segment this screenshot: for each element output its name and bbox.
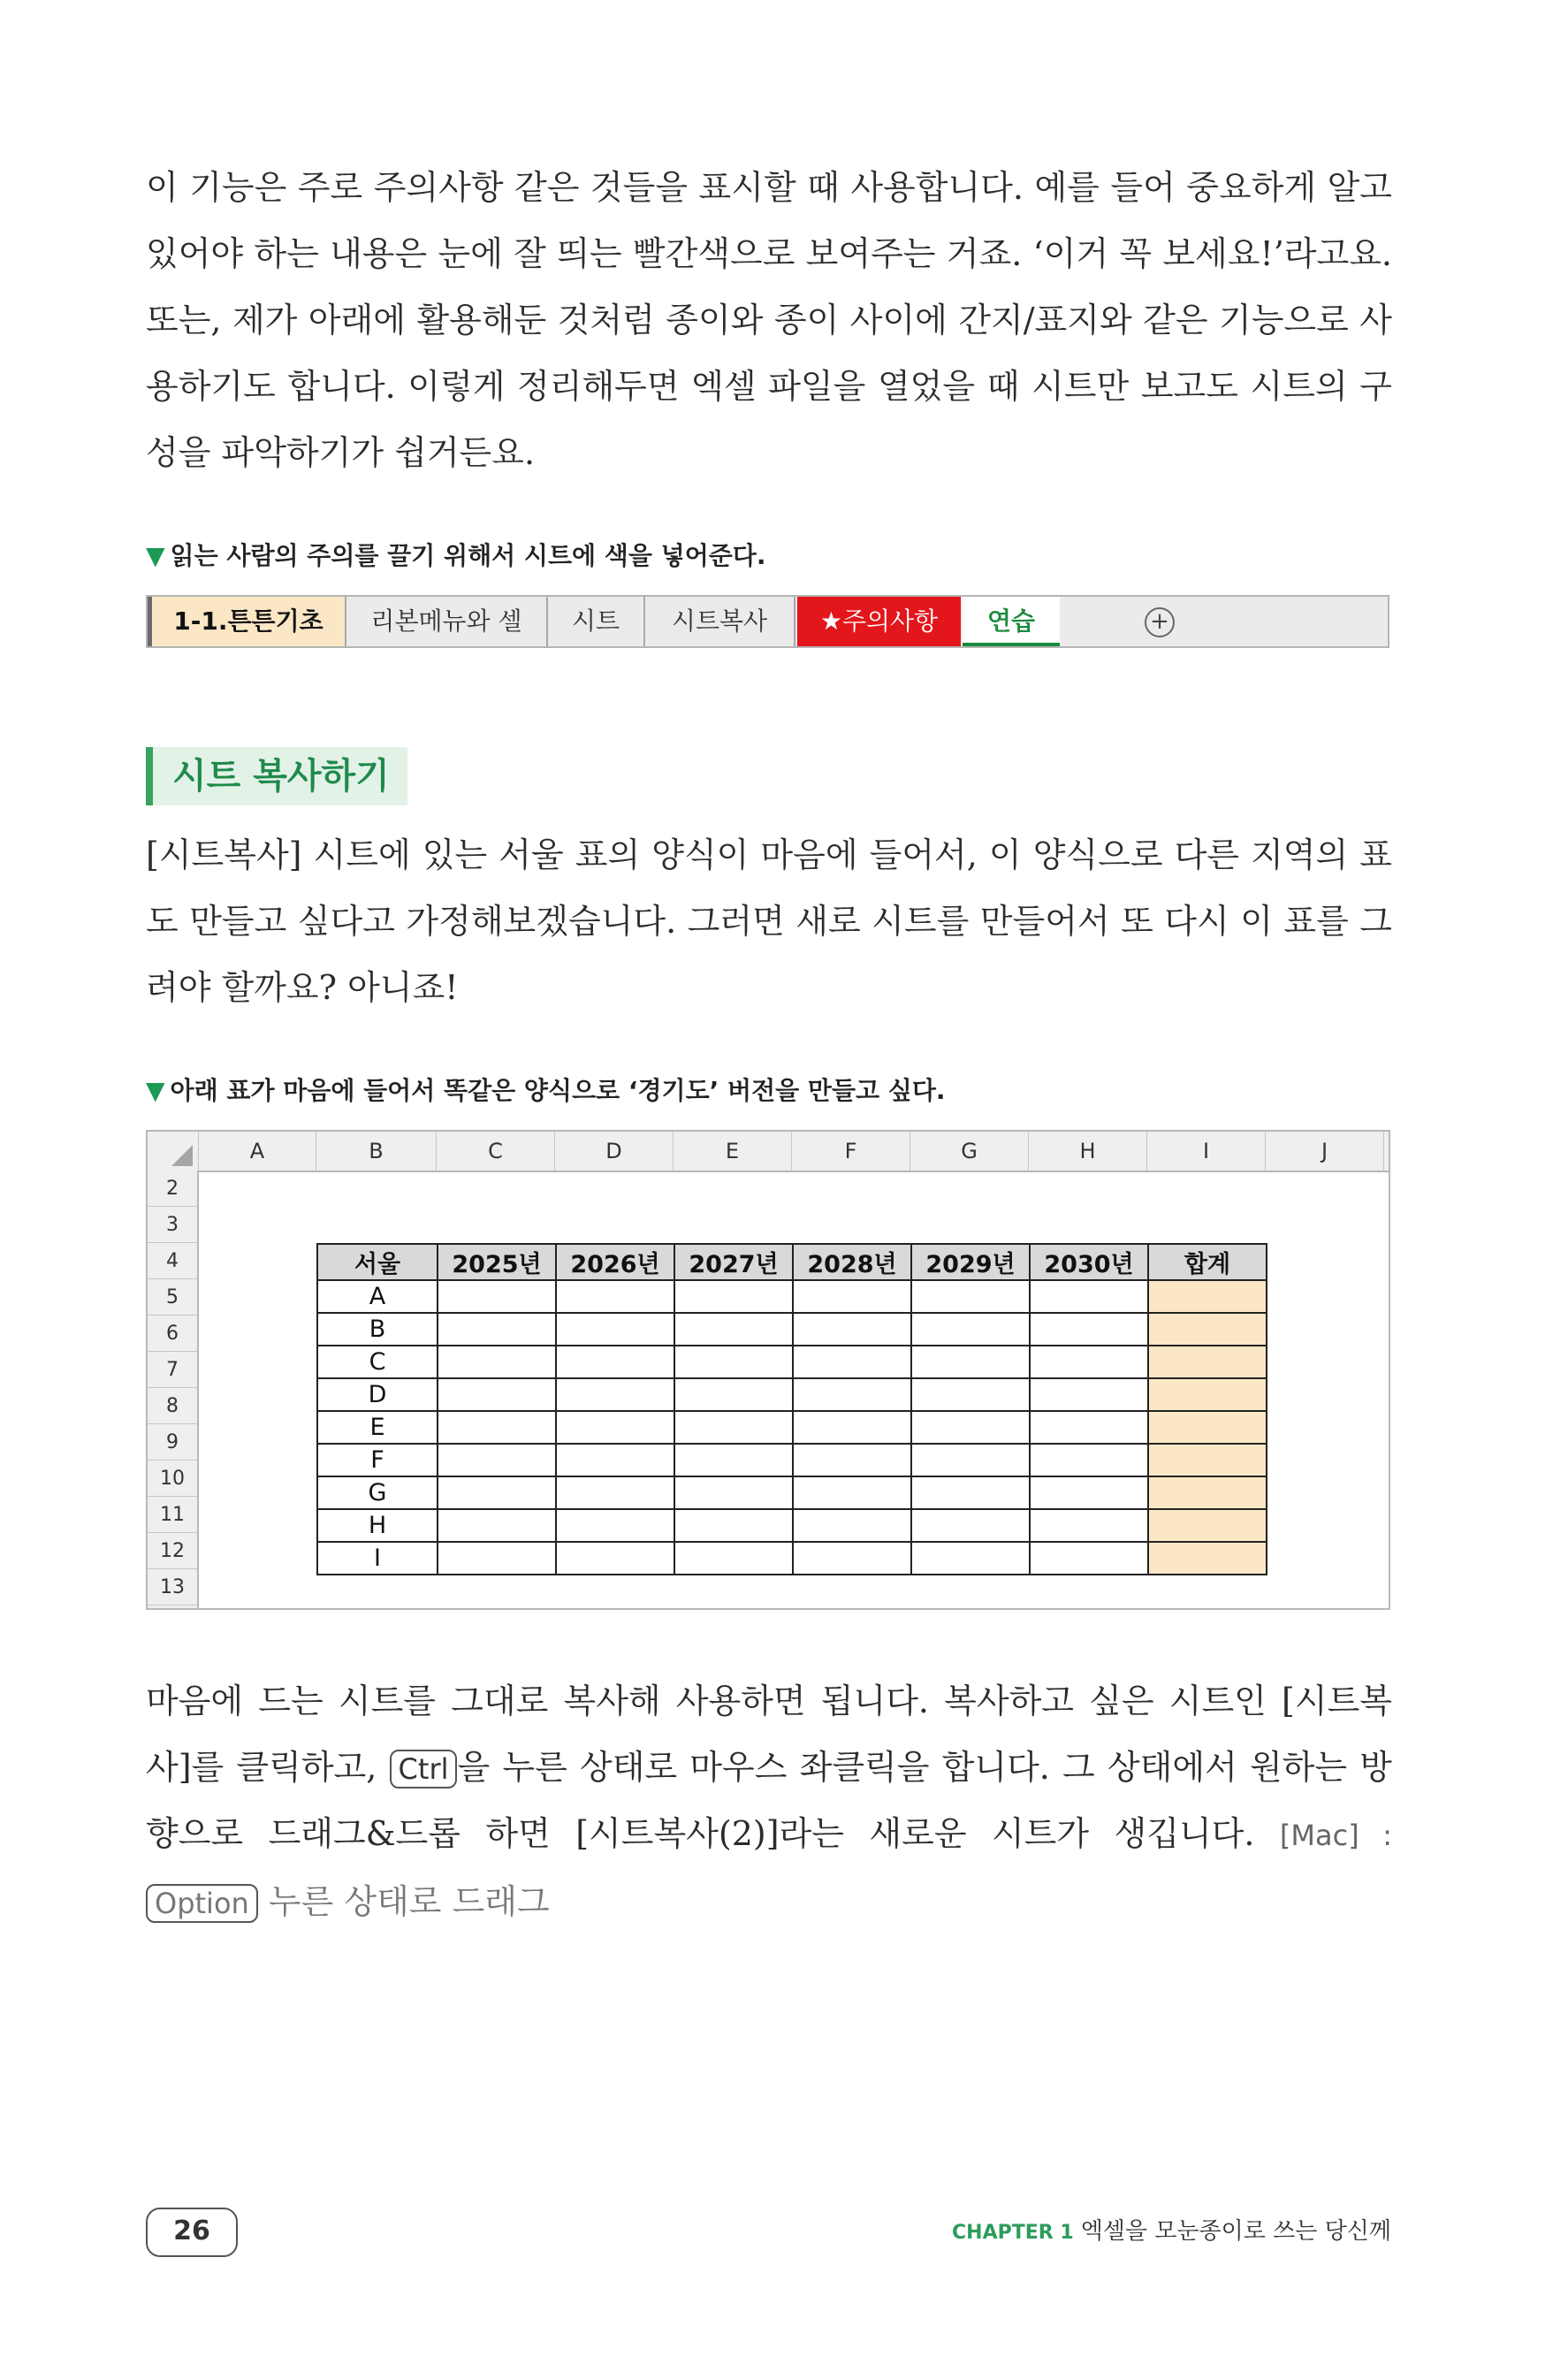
data-cell[interactable]	[556, 1313, 674, 1346]
data-cell[interactable]	[556, 1542, 674, 1575]
sum-cell[interactable]	[1148, 1509, 1267, 1542]
figure-caption-table	[146, 1072, 946, 1107]
copy-instructions-paragraph	[146, 1668, 1392, 1935]
data-cell[interactable]	[556, 1378, 674, 1411]
table-row	[317, 1378, 1267, 1411]
page-number: 26	[146, 2208, 238, 2257]
header-cell[interactable]: 2030년	[1030, 1244, 1148, 1280]
data-cell[interactable]	[556, 1346, 674, 1378]
sheet-tab-bar	[146, 595, 1389, 648]
data-cell[interactable]	[911, 1444, 1030, 1476]
data-cell[interactable]	[793, 1542, 911, 1575]
tab-basics[interactable]: 1-1.튼튼기초	[148, 597, 346, 646]
triangle-bullet-icon: ▼	[146, 541, 165, 570]
data-cell[interactable]	[911, 1509, 1030, 1542]
data-cell[interactable]	[438, 1378, 556, 1411]
tab-caution[interactable]: ★주의사항	[797, 597, 961, 646]
data-cell[interactable]	[674, 1378, 793, 1411]
seoul-table	[316, 1243, 1267, 1575]
row-header[interactable]: 3	[148, 1207, 197, 1243]
row-label-cell[interactable]: A	[317, 1280, 438, 1313]
data-cell[interactable]	[793, 1313, 911, 1346]
running-header	[952, 2213, 1391, 2246]
row-header[interactable]: 4	[148, 1243, 197, 1279]
table-header-row	[317, 1244, 1267, 1280]
table-row	[317, 1280, 1267, 1313]
sum-cell[interactable]	[1148, 1346, 1267, 1378]
option-key: Option	[146, 1884, 258, 1923]
column-header[interactable]: H	[1029, 1132, 1147, 1171]
row-header[interactable]: 2	[148, 1171, 197, 1207]
data-cell[interactable]	[793, 1378, 911, 1411]
table-row	[317, 1542, 1267, 1575]
data-cell[interactable]	[674, 1313, 793, 1346]
table-row	[317, 1509, 1267, 1542]
tab-ribbon-menu[interactable]: 리본메뉴와 셀	[346, 597, 548, 646]
data-cell[interactable]	[1030, 1411, 1148, 1444]
sum-cell[interactable]	[1148, 1542, 1267, 1575]
data-cell[interactable]	[556, 1509, 674, 1542]
data-cell[interactable]	[911, 1378, 1030, 1411]
triangle-bullet-icon: ▼	[146, 1076, 165, 1105]
table-row	[317, 1476, 1267, 1509]
mac-label: [Mac] :	[1279, 1819, 1392, 1852]
header-cell[interactable]: 2026년	[556, 1244, 674, 1280]
header-cell[interactable]: 2025년	[438, 1244, 556, 1280]
column-header[interactable]: I	[1147, 1132, 1266, 1171]
data-cell[interactable]	[911, 1313, 1030, 1346]
caption-text: 읽는 사람의 주의를 끌기 위해서 시트에 색을 넣어준다.	[170, 541, 766, 570]
data-cell[interactable]	[438, 1346, 556, 1378]
sum-cell[interactable]	[1148, 1280, 1267, 1313]
data-cell[interactable]	[911, 1411, 1030, 1444]
data-cell[interactable]	[556, 1280, 674, 1313]
chapter-label: CHAPTER 1	[952, 2222, 1074, 2244]
intro-paragraph: 이 기능은 주로 주의사항 같은 것들을 표시할 때 사용합니다. 예를 들어 중요하게 알고 있어야 하는 내용은 눈에 잘 띄는 빨간색으로 보여주는 거죠. ‘이거 꼭 보세요!’라고요. 또는, 제가 아래에 활용해둔 것처럼 종이와 종이 사이에 간지/표지와 같은 기능으로 사용하기도 합니다. 이렇게 정리해두면 엑셀 파일을 열었을 때 시트만 보고도 시트의 구성을 파악하기가 쉽거든요.	[146, 168, 1392, 472]
sum-cell[interactable]	[1148, 1444, 1267, 1476]
column-header[interactable]: E	[674, 1132, 792, 1171]
data-cell[interactable]	[438, 1411, 556, 1444]
data-cell[interactable]	[1030, 1444, 1148, 1476]
select-all-corner[interactable]	[148, 1132, 199, 1171]
header-cell[interactable]: 합계	[1148, 1244, 1267, 1280]
data-cell[interactable]	[674, 1444, 793, 1476]
row-label-cell[interactable]: I	[317, 1542, 438, 1575]
data-cell[interactable]	[674, 1509, 793, 1542]
data-cell[interactable]	[556, 1476, 674, 1509]
table-row	[317, 1346, 1267, 1378]
data-cell[interactable]	[674, 1280, 793, 1313]
row-header[interactable]: 9	[148, 1424, 197, 1461]
table-row	[317, 1313, 1267, 1346]
row-label-cell[interactable]: E	[317, 1411, 438, 1444]
sheet-copy-paragraph: [시트복사] 시트에 있는 서울 표의 양식이 마음에 들어서, 이 양식으로 다른 지역의 표도 만들고 싶다고 가정해보겠습니다. 그러면 새로 시트를 만들어서 또 다시 이 표를 그려야 할까요? 아니죠!	[146, 835, 1392, 1007]
column-header-bar	[148, 1132, 1389, 1172]
plus-circle-icon: +	[1145, 607, 1175, 637]
chapter-title: 엑셀을 모눈종이로 쓰는 당신께	[1080, 2218, 1391, 2245]
row-header[interactable]: 10	[148, 1461, 197, 1497]
header-cell[interactable]: 2027년	[674, 1244, 793, 1280]
data-cell[interactable]	[438, 1509, 556, 1542]
data-cell[interactable]	[674, 1411, 793, 1444]
row-header[interactable]: 8	[148, 1388, 197, 1424]
column-header[interactable]: J	[1266, 1132, 1384, 1171]
data-cell[interactable]	[793, 1346, 911, 1378]
row-header[interactable]: 11	[148, 1497, 197, 1533]
row-label-cell[interactable]: F	[317, 1444, 438, 1476]
caption-text: 아래 표가 마음에 들어서 똑같은 양식으로 ‘경기도’ 버전을 만들고 싶다.	[170, 1076, 946, 1105]
column-header[interactable]: C	[437, 1132, 555, 1171]
row-header[interactable]: 6	[148, 1316, 197, 1352]
column-header[interactable]: G	[910, 1132, 1029, 1171]
column-header[interactable]: F	[792, 1132, 910, 1171]
row-header[interactable]: 5	[148, 1279, 197, 1316]
instruction-text: 을 누른 상태로 마우스 좌클릭을 합니다. 그 상태에서 원하는 방향으로 드래그&드롭 하면 [시트복사(2)]라는 새로운 시트가 생깁니다.	[146, 1748, 1393, 1853]
data-cell[interactable]	[674, 1542, 793, 1575]
data-cell[interactable]	[793, 1476, 911, 1509]
data-cell[interactable]	[556, 1444, 674, 1476]
column-header[interactable]: D	[555, 1132, 674, 1171]
instruction-text: 마음에 드는 시트를 그대로 복사해 사용하면 됩니다. 복사하고 싶은 시트인 [시트복사]를 클릭하고,	[146, 1682, 1392, 1787]
data-cell[interactable]	[438, 1280, 556, 1313]
data-cell[interactable]	[1030, 1346, 1148, 1378]
row-label-cell[interactable]: C	[317, 1346, 438, 1378]
add-sheet-button[interactable]	[1111, 597, 1208, 646]
column-header[interactable]: B	[316, 1132, 437, 1171]
sum-cell[interactable]	[1148, 1411, 1267, 1444]
data-cell[interactable]	[911, 1346, 1030, 1378]
sum-cell[interactable]	[1148, 1378, 1267, 1411]
data-cell[interactable]	[1030, 1476, 1148, 1509]
data-cell[interactable]	[438, 1542, 556, 1575]
data-cell[interactable]	[674, 1476, 793, 1509]
data-cell[interactable]	[438, 1476, 556, 1509]
tab-sheet[interactable]: 시트	[548, 597, 645, 646]
tab-sheet-copy[interactable]: 시트복사	[645, 597, 795, 646]
data-cell[interactable]	[438, 1444, 556, 1476]
row-label-cell[interactable]: H	[317, 1509, 438, 1542]
data-cell[interactable]	[793, 1509, 911, 1542]
sum-cell[interactable]	[1148, 1476, 1267, 1509]
data-cell[interactable]	[1030, 1313, 1148, 1346]
table-row	[317, 1444, 1267, 1476]
data-cell[interactable]	[793, 1280, 911, 1313]
row-header-bar	[148, 1171, 199, 1610]
table-row	[317, 1411, 1267, 1444]
tab-practice[interactable]: 연습	[963, 597, 1060, 646]
data-cell[interactable]	[438, 1313, 556, 1346]
row-label-cell[interactable]: B	[317, 1313, 438, 1346]
data-cell[interactable]	[1030, 1280, 1148, 1313]
sum-cell[interactable]	[1148, 1313, 1267, 1346]
row-label-cell[interactable]: D	[317, 1378, 438, 1411]
row-header[interactable]: 13	[148, 1569, 197, 1605]
data-cell[interactable]	[1030, 1378, 1148, 1411]
row-label-cell[interactable]: G	[317, 1476, 438, 1509]
data-cell[interactable]	[911, 1542, 1030, 1575]
data-cell[interactable]	[1030, 1542, 1148, 1575]
data-cell[interactable]	[556, 1411, 674, 1444]
ctrl-key: Ctrl	[390, 1750, 458, 1789]
header-cell[interactable]: 2028년	[793, 1244, 911, 1280]
mac-instruction-text: 누른 상태로 드래그	[257, 1882, 550, 1921]
row-header[interactable]: 12	[148, 1533, 197, 1569]
data-cell[interactable]	[793, 1444, 911, 1476]
data-cell[interactable]	[911, 1476, 1030, 1509]
data-cell[interactable]	[1030, 1509, 1148, 1542]
row-header[interactable]: 7	[148, 1352, 197, 1388]
header-cell[interactable]: 서울	[317, 1244, 438, 1280]
section-heading: 시트 복사하기	[146, 747, 407, 805]
column-header[interactable]: A	[199, 1132, 316, 1171]
data-cell[interactable]	[911, 1280, 1030, 1313]
corner-triangle-icon	[171, 1145, 193, 1166]
data-cell[interactable]	[674, 1346, 793, 1378]
data-cell[interactable]	[793, 1411, 911, 1444]
header-cell[interactable]: 2029년	[911, 1244, 1030, 1280]
figure-caption-tabs	[146, 537, 765, 572]
spreadsheet-figure	[146, 1130, 1390, 1610]
